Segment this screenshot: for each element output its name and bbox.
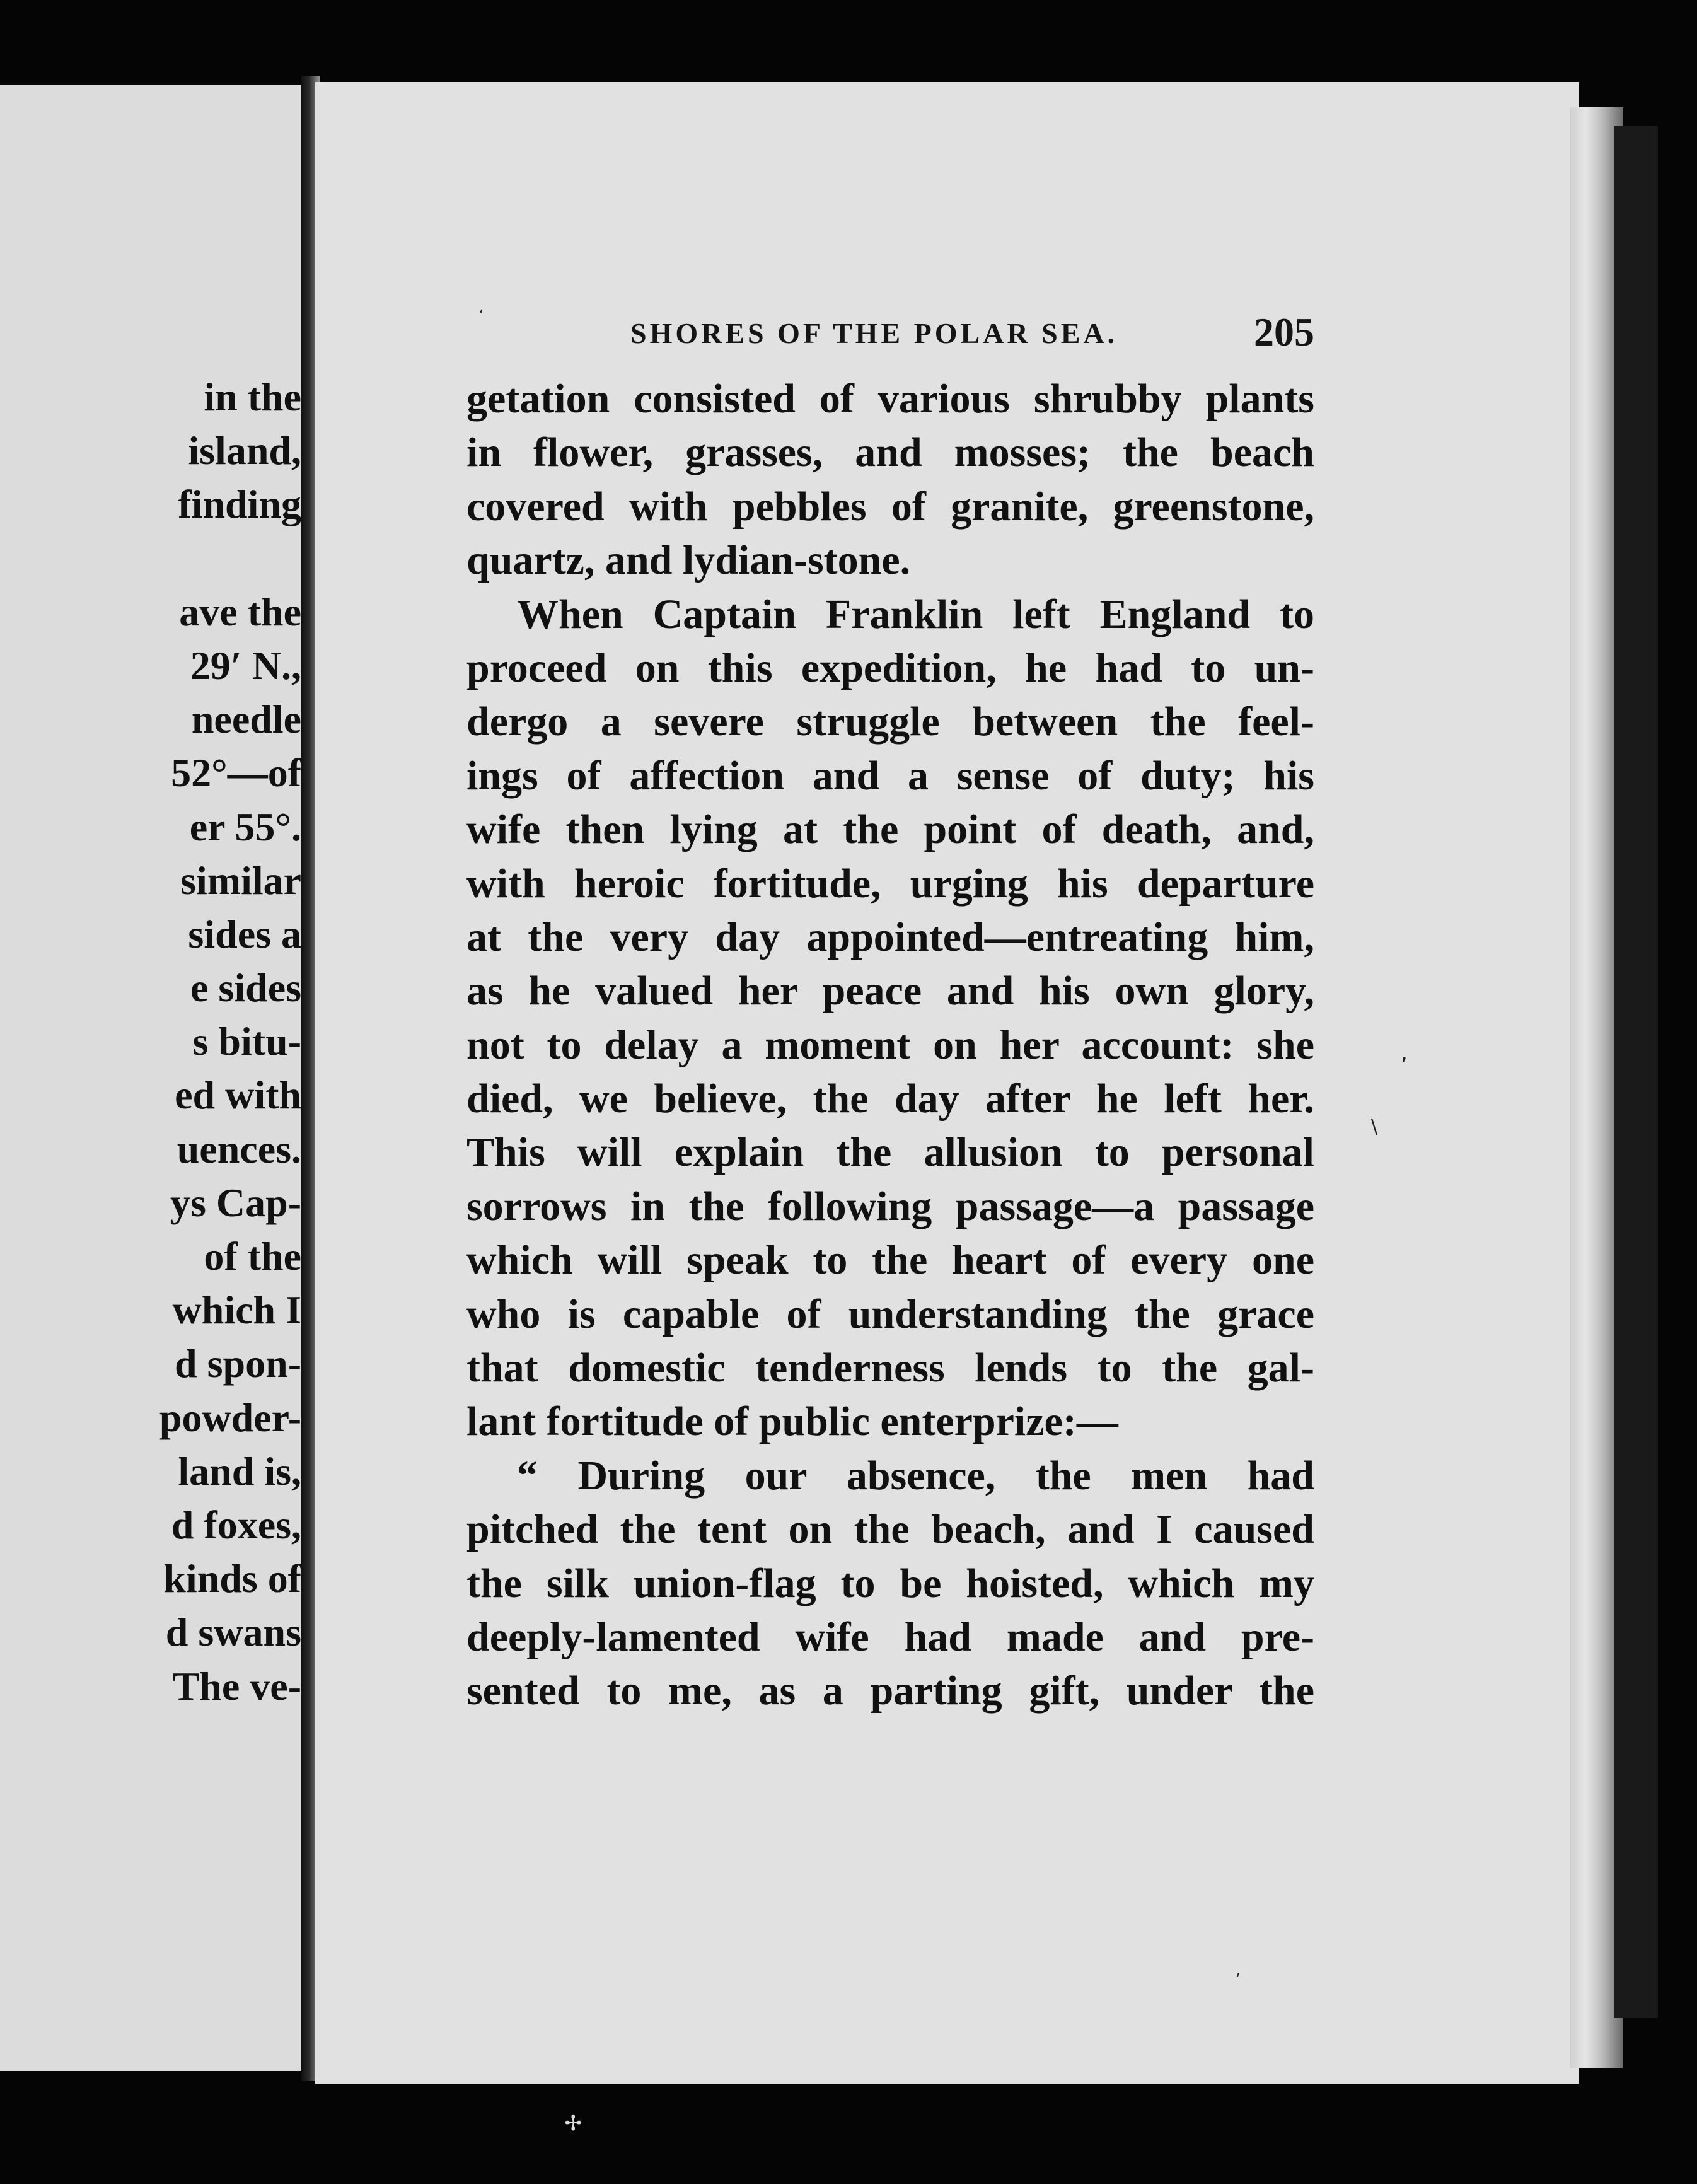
left-line: s bitu- [192,1019,301,1064]
left-line: which I [172,1287,301,1333]
running-head [630,309,1314,353]
left-line: ys Cap- [170,1180,301,1225]
left-line: powder- [159,1395,301,1440]
left-line: 52°—of [171,750,301,796]
text-line: as he valued her peace and his own glory, [466,968,1314,1014]
left-line: uences. [177,1126,301,1171]
text-line: in flower, grasses, and mosses; the beach [466,429,1314,476]
text-line: wife then lying at the point of death, and, [466,806,1314,853]
text-line: that domestic tenderness lends to the gal- [466,1345,1314,1391]
text-line: covered with pebbles of granite, greenstone, [466,483,1314,530]
left-page [0,85,305,2071]
left-line: e sides [190,965,301,1011]
left-line: in the [204,375,301,419]
ink-speck: , [1401,1040,1408,1066]
left-line: kinds of [163,1556,301,1601]
text-line: proceed on this expedition, he had to un- [466,644,1314,691]
text-line: deeply-lamented wife had made and pre- [466,1613,1314,1660]
text-line: not to delay a moment on her account: she [466,1021,1314,1068]
book-cover-edge [1614,126,1658,2018]
left-line: The ve- [172,1663,301,1709]
text-line: pitched the tent on the beach, and I caused [466,1506,1314,1553]
left-line: sides a [188,911,301,956]
left-line: ave the [179,589,301,634]
left-line: island, [188,428,301,473]
left-line: d foxes, [171,1502,301,1547]
text-line: lant fortitude of public enterprize:— [466,1398,1118,1445]
left-line: similar [180,857,301,903]
left-line: needle [191,697,301,742]
left-line: land is, [178,1448,301,1494]
left-page-text [5,370,301,1713]
scan-mark: ✢ [564,2111,582,2136]
text-line: getation consisted of various shrubby plants [466,376,1314,422]
text-line: “ During our absence, the men had [517,1452,1314,1499]
running-title: SHORES OF THE POLAR SEA. [630,317,1118,349]
left-line [5,531,301,585]
text-line: ings of affection and a sense of duty; his [466,752,1314,799]
text-line: When Captain Franklin left England to [517,591,1314,637]
left-line: ed with [175,1072,301,1118]
ink-speck: ‘ [479,308,484,323]
page-body-text [466,372,1314,1718]
text-line: died, we believe, the day after he left her. [466,1076,1314,1122]
text-line: who is capable of understanding the grace [466,1291,1314,1337]
text-line: quartz, and lydian-stone. [466,537,911,584]
text-line: This will explain the allusion to personal [466,1129,1314,1176]
left-line: d spon- [175,1341,301,1386]
left-line: d swans [165,1610,301,1655]
ink-speck: \ [1371,1116,1378,1138]
text-line: sorrows in the following passage—a passage [466,1183,1314,1229]
text-line: with heroic fortitude, urging his departure [466,860,1314,907]
ink-speck: ’ [1236,1970,1241,1989]
text-line: which will speak to the heart of every one [466,1237,1314,1284]
text-line: at the very day appointed—entreating him, [466,914,1314,960]
left-line: 29′ N., [190,642,301,688]
text-line: the silk union-flag to be hoisted, which my [466,1560,1314,1606]
text-line: sented to me, as a parting gift, under the [466,1668,1314,1714]
page-number: 205 [1254,310,1314,354]
left-line: finding [178,482,301,527]
text-line: dergo a severe struggle between the feel- [466,699,1314,745]
left-line: er 55°. [189,804,301,849]
left-line: of the [204,1234,301,1279]
